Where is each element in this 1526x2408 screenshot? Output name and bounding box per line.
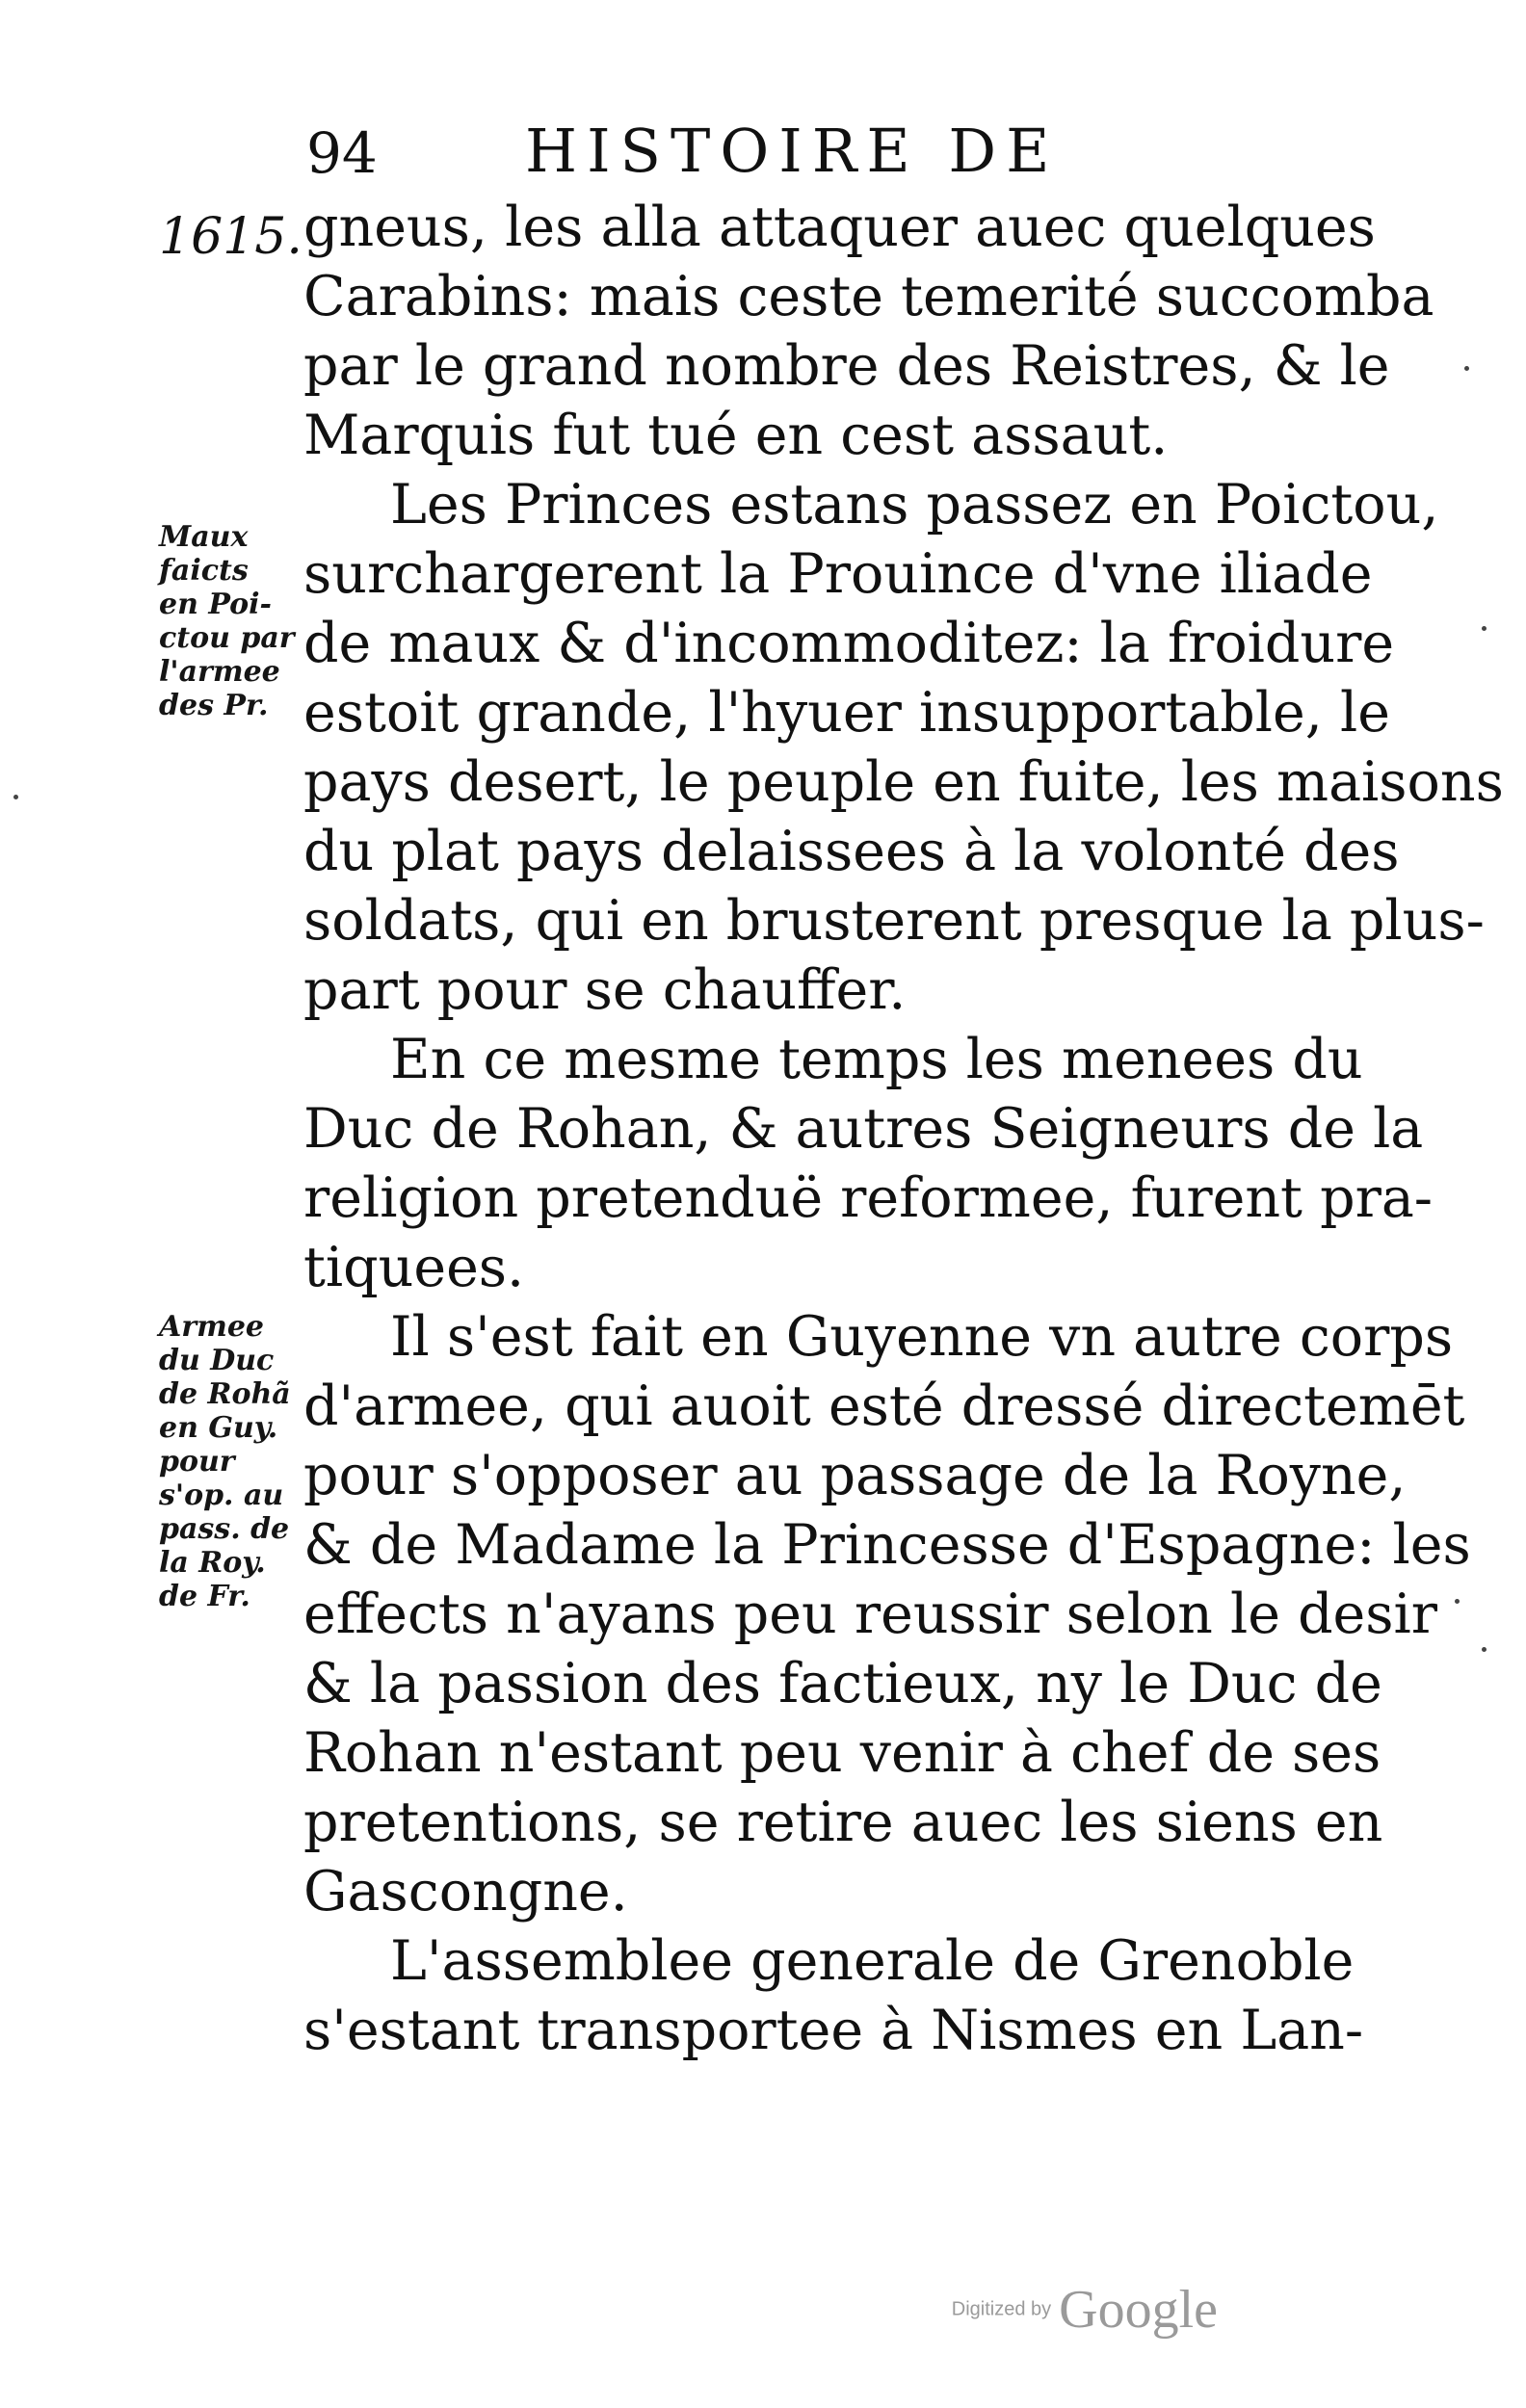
text-line: part pour se chauffer. <box>303 958 907 1022</box>
text-line: estoit grande, l'hyuer insupportable, le <box>303 681 1390 745</box>
margin-year: 1615. <box>159 208 303 266</box>
marginal-note-line: s'op. au <box>159 1479 284 1512</box>
text-line: Marquis fut tué en cest assaut. <box>303 404 1169 467</box>
text-line: religion pretenduë reformee, furent pra- <box>303 1166 1434 1230</box>
scan-speck <box>13 795 18 799</box>
page-number: 94 <box>306 120 378 186</box>
text-line: pour s'opposer au passage de la Royne, <box>303 1444 1407 1507</box>
text-line: pretentions, se retire auec les siens en <box>303 1791 1383 1854</box>
marginal-note-line: faicts <box>159 554 249 588</box>
text-line: gneus, les alla attaquer auec quelques <box>303 196 1376 259</box>
text-line: & la passion des factieux, ny le Duc de <box>303 1652 1382 1715</box>
text-line: Il s'est fait en Guyenne vn autre corps <box>390 1305 1454 1369</box>
marginal-note-line: l'armee <box>159 655 280 689</box>
scan-speck <box>1464 366 1469 371</box>
marginal-note-line: ctou par <box>159 621 295 655</box>
text-line: tiquees. <box>303 1236 525 1299</box>
marginal-note-line: la Roy. <box>159 1546 266 1580</box>
marginal-note-line: pour <box>159 1445 235 1479</box>
scan-speck <box>1482 626 1487 631</box>
marginal-note-line: pass. de <box>159 1512 290 1546</box>
text-line: s'estant transportee à Nismes en Lan- <box>303 1999 1364 2062</box>
watermark-brand: Google <box>1059 2280 1218 2340</box>
text-line: En ce mesme temps les menees du <box>390 1028 1363 1091</box>
text-line: par le grand nombre des Reistres, & le <box>303 334 1390 398</box>
text-line: de maux & d'incommoditez: la froidure <box>303 612 1395 675</box>
running-head: HISTOIRE DE <box>525 116 1060 186</box>
marginal-note-line: des Pr. <box>159 689 269 722</box>
marginal-note-line: en Guy. <box>159 1411 278 1445</box>
text-line: Duc de Rohan, & autres Seigneurs de la <box>303 1097 1424 1161</box>
scan-speck <box>1482 1647 1487 1652</box>
scan-speck <box>1455 1599 1460 1604</box>
text-line: pays desert, le peuple en fuite, les maisons <box>303 750 1504 814</box>
text-line: soldats, qui en brusterent presque la plus- <box>303 889 1485 953</box>
google-watermark <box>952 2279 1218 2341</box>
body-text <box>303 193 1504 2065</box>
watermark-prefix: Digitized by <box>951 2298 1052 2320</box>
text-line: & de Madame la Princesse d'Espagne: les <box>303 1513 1471 1577</box>
text-line: Carabins: mais ceste temerité succomba <box>303 265 1434 328</box>
marginal-note-line: en Poi- <box>159 588 272 621</box>
marginal-note-line: de Rohã <box>159 1377 291 1411</box>
text-line: effects n'ayans peu reussir selon le desir <box>303 1583 1438 1646</box>
marginal-note-line: du Duc <box>159 1344 275 1377</box>
marginal-note-armee <box>159 1310 289 1613</box>
marginal-note-line: Armee <box>159 1310 264 1344</box>
text-line: surchargerent la Prouince d'vne iliade <box>303 542 1373 606</box>
text-line: Gascongne. <box>303 1860 628 1924</box>
marginal-note-line: de Fr. <box>159 1580 250 1613</box>
text-line: Rohan n'estant peu venir à chef de ses <box>303 1721 1381 1785</box>
text-line: L'assemblee generale de Grenoble <box>390 1929 1355 1993</box>
marginal-note-line: Maux <box>159 520 249 554</box>
text-line: Les Princes estans passez en Poictou, <box>390 473 1439 537</box>
text-line: d'armee, qui auoit esté dressé directemēt <box>303 1374 1465 1438</box>
text-line: du plat pays delaissees à la volonté des <box>303 820 1400 883</box>
marginal-note-maux <box>159 520 295 722</box>
